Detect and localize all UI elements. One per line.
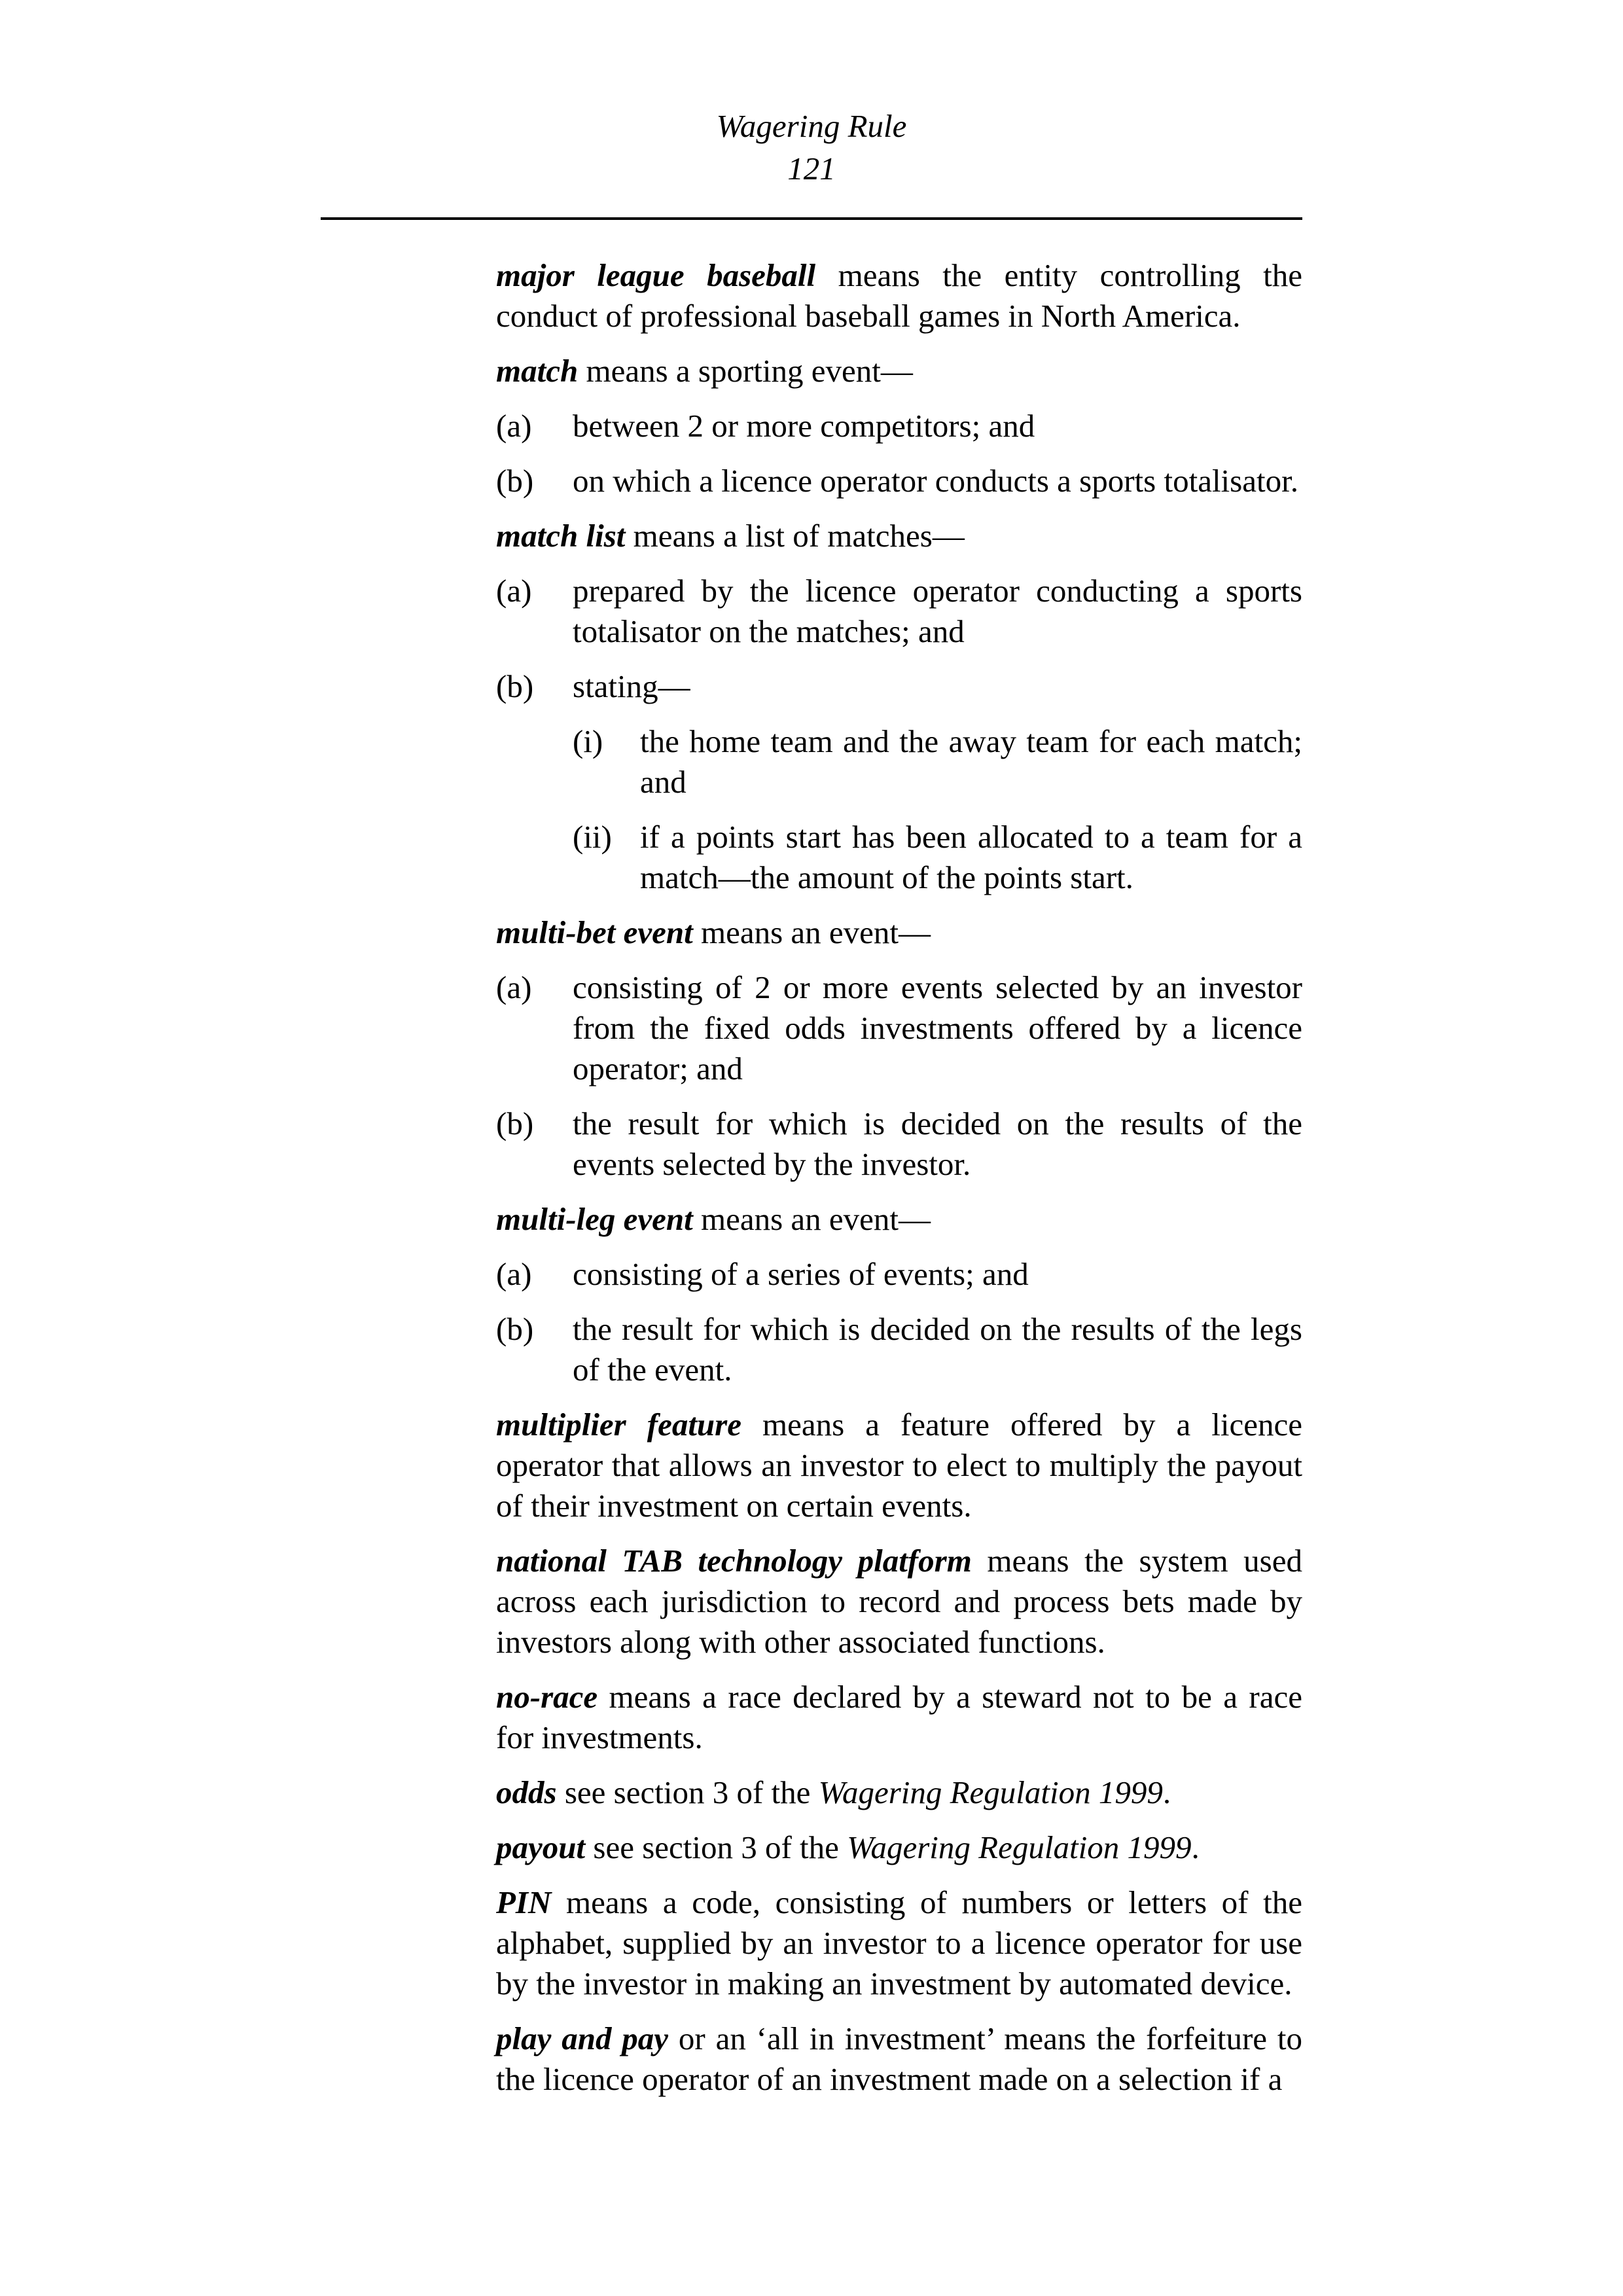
list-item <box>496 571 1302 652</box>
list-item-text: between 2 or more competitors; and <box>573 408 1035 444</box>
list-item-marker: (a) <box>496 1256 532 1292</box>
definition-text: means a sporting event— <box>578 353 913 389</box>
list-item <box>496 967 1302 1089</box>
list-item-text: consisting of a series of events; and <box>573 1256 1029 1292</box>
definition-paragraph <box>496 1199 1302 1240</box>
list-item <box>496 721 1302 802</box>
list-item <box>496 666 1302 707</box>
definition-term: payout <box>496 1829 586 1865</box>
definition-text: means an event— <box>692 914 931 950</box>
definition-text: means a feature offered by a licence operator that allows an investor to elect to multiply the payout of their investment on certain events. <box>496 1407 1302 1524</box>
definition-term: play and pay <box>496 2020 669 2056</box>
list-item-text: stating— <box>573 668 690 704</box>
citation-title: Wagering Regulation 1999 <box>847 1829 1192 1865</box>
definition-text: means a list of matches— <box>625 518 965 554</box>
definition-text: means a code, consisting of numbers or letters of the alphabet, supplied by an investor to a licence operator for use by the investor in making an investment by automated device. <box>496 1884 1302 2001</box>
definition-term: match <box>496 353 579 389</box>
list-item-text: prepared by the licence operator conducting a sports totalisator on the matches; and <box>573 573 1302 649</box>
definition-paragraph <box>496 1405 1302 1526</box>
definition-paragraph <box>496 2018 1302 2100</box>
list-item-text: consisting of 2 or more events selected by an investor from the fixed odds investments offered by a licence operator; and <box>573 969 1302 1086</box>
document-title: Wagering Rule <box>716 108 907 144</box>
definition-text: see section 3 of the <box>556 1774 819 1810</box>
definition-text: means an event— <box>692 1201 931 1237</box>
list-item <box>496 461 1302 501</box>
list-item-marker: (a) <box>496 969 532 1005</box>
list-item-marker: (ii) <box>573 819 612 855</box>
definition-term: multiplier feature <box>496 1407 742 1443</box>
definition-paragraph <box>496 351 1302 391</box>
definition-paragraph <box>496 516 1302 556</box>
list-item <box>496 1309 1302 1390</box>
definition-term: major league baseball <box>496 257 816 293</box>
list-item-text: if a points start has been allocated to a team for a match—the amount of the points start. <box>640 819 1302 895</box>
definition-text: see section 3 of the <box>585 1829 847 1865</box>
definition-term: national TAB technology platform <box>496 1543 972 1579</box>
list-item <box>496 406 1302 446</box>
list-item-marker: (a) <box>496 408 532 444</box>
definition-text-tail: . <box>1162 1774 1171 1810</box>
definition-paragraph <box>496 1541 1302 1662</box>
definition-text: means a race declared by a steward not to be a race for investments. <box>496 1679 1302 1755</box>
definition-paragraph <box>496 255 1302 336</box>
list-item-marker: (b) <box>496 463 534 499</box>
list-item <box>496 1103 1302 1185</box>
definition-paragraph <box>496 1827 1302 1868</box>
list-item-marker: (b) <box>496 1311 534 1347</box>
definition-paragraph <box>496 1772 1302 1813</box>
list-item-marker: (b) <box>496 668 534 704</box>
definition-paragraph <box>496 1882 1302 2004</box>
page-header <box>0 0 1623 190</box>
list-item-text: the home team and the away team for each match; and <box>640 723 1302 800</box>
list-item-marker: (i) <box>573 723 603 759</box>
definition-text: means the system used across each jurisdiction to record and process bets made by investors along with other associated functions. <box>496 1543 1302 1660</box>
page-number: 121 <box>787 151 836 187</box>
definition-paragraph <box>496 912 1302 953</box>
citation-title: Wagering Regulation 1999 <box>818 1774 1163 1810</box>
definitions-content <box>496 255 1302 2100</box>
definition-text: or an ‘all in investment’ means the forfeiture to the licence operator of an investment made on a selection if a <box>496 2020 1302 2097</box>
list-item-text: on which a licence operator conducts a sports totalisator. <box>573 463 1298 499</box>
definition-text: means the entity controlling the conduct of professional baseball games in North America. <box>496 257 1302 334</box>
definition-term: multi-leg event <box>496 1201 693 1237</box>
list-item-text: the result for which is decided on the results of the legs of the event. <box>573 1311 1302 1388</box>
list-item-text: the result for which is decided on the results of the events selected by the investor. <box>573 1105 1302 1182</box>
definition-term: multi-bet event <box>496 914 693 950</box>
definition-text-tail: . <box>1191 1829 1200 1865</box>
definition-term: PIN <box>496 1884 552 1920</box>
list-item <box>496 1254 1302 1295</box>
list-item-marker: (a) <box>496 573 532 609</box>
list-item-marker: (b) <box>496 1105 534 1141</box>
list-item <box>496 817 1302 898</box>
header-rule <box>321 217 1302 220</box>
definition-term: no-race <box>496 1679 598 1715</box>
definition-term: match list <box>496 518 626 554</box>
definition-paragraph <box>496 1677 1302 1758</box>
definition-term: odds <box>496 1774 557 1810</box>
